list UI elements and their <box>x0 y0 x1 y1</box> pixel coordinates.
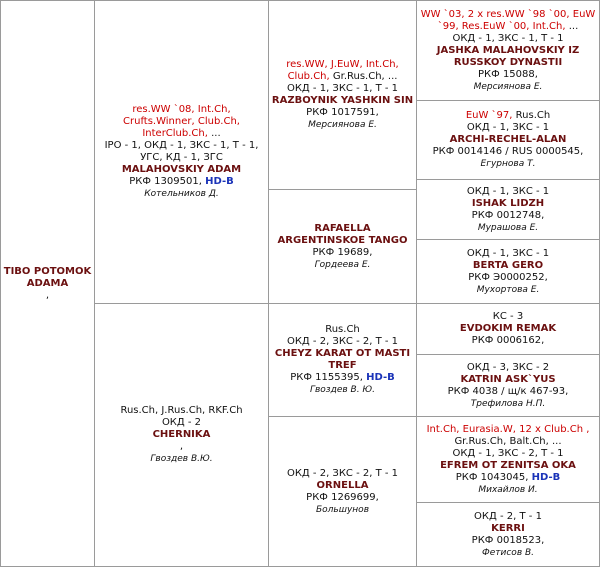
dd-marks: ОКД - 2, ЗКС - 2, Т - 1 <box>286 467 399 479</box>
pedigree-cell-sds <box>416 179 600 240</box>
pedigree-cell-ss <box>268 0 417 190</box>
ss-owner: Мерсиянова Е. <box>308 120 377 130</box>
ssd-titles: EuW `97, <box>465 110 513 121</box>
ssd-marks: ОКД - 1, ЗКС - 1 <box>466 122 550 133</box>
dss-marks: КС - 3 <box>492 311 524 322</box>
dam-suffix: , <box>179 441 184 452</box>
ddd-owner: Фетисов В. <box>481 547 535 558</box>
pedigree-cell-ds <box>268 303 417 417</box>
sss-titles: WW `03, 2 x res.WW `98 `00, EuW `99, Res.EuW `00, Int.Ch, <box>420 8 596 32</box>
dds-owner: Михайлов И. <box>478 484 538 495</box>
pedigree-cell-dam <box>94 303 269 567</box>
dd-reg: РКФ 1269699, <box>306 491 379 503</box>
ss-reg: РКФ 1017591, <box>306 107 379 118</box>
sdd-name[interactable]: BERTA GERO <box>472 259 544 271</box>
dam-name[interactable]: CHERNIKA <box>152 429 211 440</box>
dam-marks: ОКД - 2 <box>161 417 202 428</box>
pedigree-cell-sd <box>268 189 417 304</box>
ssd-owner: Егурнова Т. <box>480 159 536 169</box>
dds-reg: РКФ 1043045, <box>455 471 529 483</box>
sdd-marks: ОКД - 1, ЗКС - 1 <box>466 247 550 259</box>
dds-name[interactable]: EFREM OT ZENITSA OKA <box>440 459 576 471</box>
pedigree-cell-ddd <box>416 502 600 567</box>
dam-owner: Гвоздев В.Ю. <box>150 454 213 464</box>
ss-titles-more: Gr.Rus.Ch, ... <box>332 71 398 82</box>
dsd-owner: Трефилова Н.П. <box>470 398 546 409</box>
dsd-marks: ОКД - 3, ЗКС - 2 <box>466 361 550 373</box>
sire-hd: HD-B <box>205 176 234 187</box>
ss-name[interactable]: RAZBOYNIK YASHKIN SIN <box>271 95 414 106</box>
dds-hd: HD-B <box>531 471 561 483</box>
sds-name[interactable]: ISHAK LIDZH <box>471 197 545 209</box>
sds-reg: РКФ 0012748, <box>471 209 545 221</box>
ssd-reg: РКФ 0014146 / RUS 0000545, <box>432 146 584 157</box>
sss-marks: ОКД - 1, ЗКС - 1, Т - 1 <box>452 32 564 44</box>
sss-titles-more: ... <box>568 20 579 32</box>
pedigree-cell-ssd <box>416 100 600 180</box>
pedigree-cell-dd <box>268 416 417 567</box>
sss-owner: Мерсиянова Е. <box>473 81 543 92</box>
ddd-marks: ОКД - 2, Т - 1 <box>474 510 542 522</box>
dog-suffix: , <box>45 289 50 301</box>
pedigree-cell-sss <box>416 0 600 101</box>
pedigree-cell-sdd <box>416 239 600 304</box>
ds-owner: Гвоздев В. Ю. <box>309 385 375 395</box>
dsd-reg: РКФ 4038 / щ/к 467-93, <box>447 385 569 397</box>
ds-marks: ОКД - 2, ЗКС - 2, Т - 1 <box>286 336 399 347</box>
dss-reg: РКФ 0006162, <box>471 335 545 346</box>
dam-titles: Rus.Ch, J.Rus.Ch, RKF.Ch <box>120 405 243 416</box>
dog-name[interactable]: TIBO POTOMOK ADAMA <box>3 265 92 289</box>
ssd-titles-more: Rus.Ch <box>515 110 551 121</box>
sire-titles: res.WW `08, Int.Ch, Crufts.Winner, Club.Ch, InterClub.Ch, <box>123 104 240 139</box>
ds-hd: HD-B <box>366 372 395 383</box>
ss-titles: res.WW, J.EuW, Int.Ch, Club.Ch, <box>286 59 399 82</box>
pedigree-cell-dsd <box>416 354 600 417</box>
sire-name[interactable]: MALAHOVSKIY ADAM <box>121 164 242 175</box>
ddd-reg: РКФ 0018523, <box>471 534 545 546</box>
sire-reg: РКФ 1309501, <box>129 176 202 187</box>
sds-marks: ОКД - 1, ЗКС - 1 <box>466 185 550 197</box>
sire-owner: Котельников Д. <box>144 189 219 199</box>
dds-titles: Int.Ch, Eurasia.W, 12 x Club.Ch , <box>426 423 590 435</box>
ssd-name[interactable]: ARCHI-RECHEL-ALAN <box>449 134 567 145</box>
ddd-name[interactable]: KERRI <box>491 522 525 534</box>
sss-reg: РКФ 15088, <box>478 68 538 80</box>
sd-owner: Гордеева Е. <box>314 259 371 270</box>
dd-owner: Большунов <box>316 504 369 515</box>
pedigree-cell-dds <box>416 416 600 503</box>
sdd-reg: РКФ Э0000252, <box>468 271 548 283</box>
dd-name[interactable]: ORNELLA <box>316 479 369 491</box>
sss-name[interactable]: JASHKA MALAHOVSKIY IZ RUSSKOY DYNASTII <box>436 44 580 68</box>
dsd-name[interactable]: KATRIN ASK`YUS <box>460 373 556 385</box>
pedigree-cell-dog <box>0 0 95 567</box>
sire-marks: IPO - 1, ОКД - 1, ЗКС - 1, Т - 1, УГС, КД - 1, ЗГС <box>104 140 259 163</box>
dss-name[interactable]: EVDOKIM REMAK <box>459 323 557 334</box>
dds-marks: ОКД - 1, ЗКС - 2, Т - 1 <box>452 447 564 459</box>
sd-reg: РКФ 19689, <box>312 246 373 258</box>
ds-reg: РКФ 1155395, <box>290 372 363 383</box>
pedigree-cell-sire <box>94 0 269 304</box>
sds-owner: Мурашова Е. <box>477 222 539 233</box>
ss-marks: ОКД - 1, ЗКС - 1, Т - 1 <box>286 83 399 94</box>
ds-name[interactable]: CHEYZ KARAT OT MASTI TREF <box>274 348 411 371</box>
dds-titles-more: Gr.Rus.Ch, Balt.Ch, ... <box>454 435 562 447</box>
sire-titles-more: ... <box>211 128 221 139</box>
ds-titles: Rus.Ch <box>325 324 360 335</box>
pedigree-cell-dss <box>416 303 600 355</box>
sdd-owner: Мухортова Е. <box>476 284 540 295</box>
sd-name[interactable]: RAFAELLA ARGENTINSKOE TANGO <box>277 222 408 246</box>
